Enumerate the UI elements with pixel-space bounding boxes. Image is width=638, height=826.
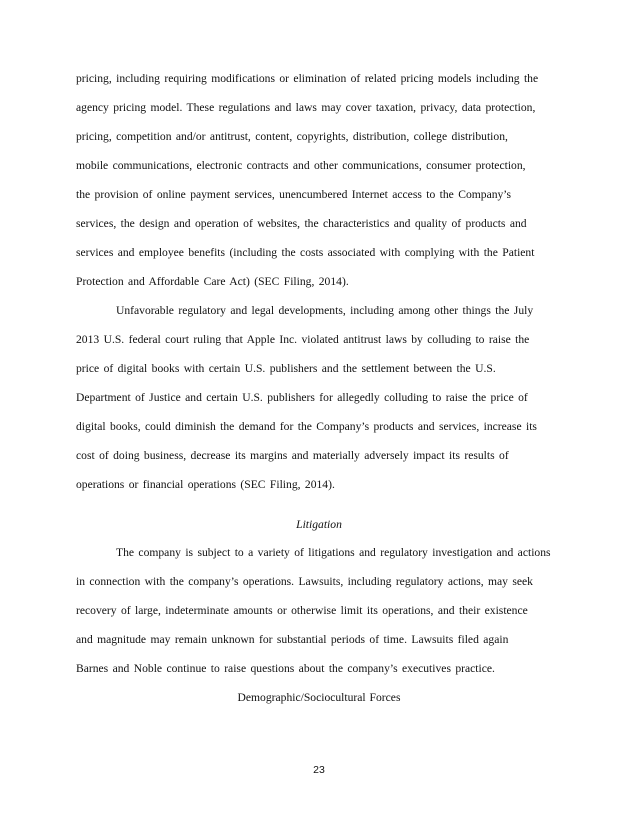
paragraph-2-line: 2013 U.S. federal court ruling that Apple Inc. violated antitrust laws by colluding to raise the <box>76 333 530 346</box>
litigation-heading: Litigation <box>296 518 342 531</box>
page-number: 23 <box>313 764 325 776</box>
paragraph-1-line: mobile communications, electronic contracts and other communications, consumer protection, <box>76 159 526 172</box>
paragraph-3-line: and magnitude may remain unknown for substantial periods of time. Lawsuits filed again <box>76 633 509 646</box>
paragraph-1-line: pricing, including requiring modifications or elimination of related pricing models including the <box>76 72 539 85</box>
paragraph-1-line: the provision of online payment services, unencumbered Internet access to the Company’s <box>76 188 512 201</box>
paragraph-1-line: services and employee benefits (including the costs associated with complying with the Patient <box>76 246 535 259</box>
paragraph-3-line: recovery of large, indeterminate amounts or otherwise limit its operations, and their existence <box>76 604 528 617</box>
paragraph-3-line: Barnes and Noble continue to raise questions about the company’s executives practice. <box>76 662 495 675</box>
paragraph-1-line: Protection and Affordable Care Act) (SEC Filing, 2014). <box>76 275 349 288</box>
paragraph-1-line: agency pricing model. These regulations and laws may cover taxation, privacy, data protection, <box>76 101 536 114</box>
paragraph-1-line: pricing, competition and/or antitrust, content, copyrights, distribution, college distribution, <box>76 130 508 143</box>
paragraph-2-line: operations or financial operations (SEC Filing, 2014). <box>76 478 335 491</box>
paragraph-3-line: in connection with the company’s operations. Lawsuits, including regulatory actions, may seek <box>76 575 533 588</box>
paragraph-2-line: cost of doing business, decrease its margins and materially adversely impact its results of <box>76 449 509 462</box>
paragraph-1-line: services, the design and operation of websites, the characteristics and quality of products and <box>76 217 527 230</box>
paragraph-3-line: The company is subject to a variety of litigations and regulatory investigation and actions <box>116 546 551 559</box>
paragraph-2-line: price of digital books with certain U.S. publishers and the settlement between the U.S. <box>76 362 496 375</box>
paragraph-2-line: Department of Justice and certain U.S. publishers for allegedly colluding to raise the price of <box>76 391 528 404</box>
demographic-heading: Demographic/Sociocultural Forces <box>237 691 401 704</box>
paragraph-2-line: digital books, could diminish the demand for the Company’s products and services, increase its <box>76 420 537 433</box>
paragraph-2-line: Unfavorable regulatory and legal developments, including among other things the July <box>116 304 534 317</box>
